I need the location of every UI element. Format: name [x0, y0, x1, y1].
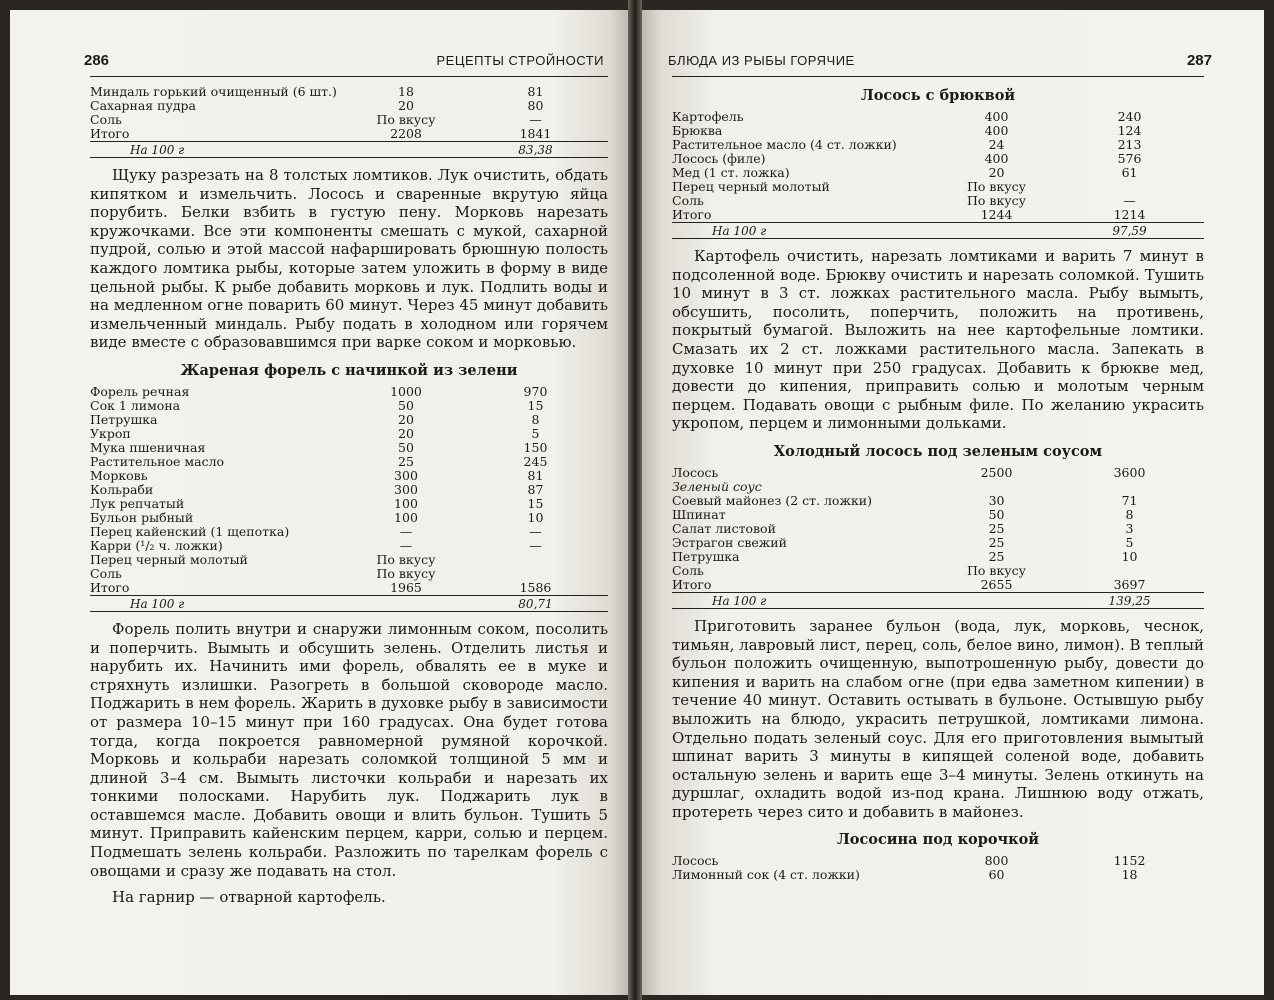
ingredient-row	[672, 466, 1204, 480]
ingredient-kcal: 61	[1121, 165, 1138, 180]
ingredient-kcal: 245	[523, 453, 548, 469]
ingredient-name: Салат листовой	[672, 520, 776, 536]
ingredients-body	[672, 854, 1204, 882]
ingredient-grams: 60	[988, 867, 1005, 883]
recipe-title: Лососина под корочкой	[836, 831, 1040, 849]
ingredient-name: Кольраби	[90, 481, 154, 497]
ingredient-kcal: 3600	[1113, 464, 1146, 480]
ingredient-kcal: 150	[523, 439, 548, 455]
ingredient-kcal: 15	[527, 495, 544, 511]
ingredient-row	[672, 522, 1204, 536]
ingredient-grams: 300	[394, 467, 418, 483]
ingredient-row	[672, 194, 1204, 208]
running-head-left	[84, 52, 608, 77]
per-100g-value: 80,71	[463, 595, 608, 611]
ingredient-row	[672, 508, 1204, 522]
ingredient-name: Соль	[672, 562, 704, 578]
ingredient-name: Итого	[672, 208, 938, 223]
ingredient-grams: 20	[398, 425, 414, 441]
ingredient-kcal: 18	[1121, 867, 1138, 883]
ingredient-grams: 25	[988, 548, 1005, 564]
ingredient-grams: По вкусу	[967, 179, 1026, 194]
ingredient-row	[672, 124, 1204, 138]
ingredient-grams: 50	[398, 439, 414, 455]
ingredient-name: Соевый майонез (2 ст. ложки)	[672, 492, 872, 508]
ingredient-name: Укроп	[90, 425, 131, 441]
ingredient-name: Растительное масло	[90, 453, 225, 469]
ingredient-grams: 1965	[349, 581, 463, 596]
ingredient-name: Растительное масло (4 ст. ложки)	[672, 137, 897, 152]
ingredient-row	[672, 166, 1204, 180]
per-100g-row	[90, 595, 608, 611]
ingredient-kcal: 1214	[1055, 208, 1204, 223]
garnish-note: На гарнир — отварной картофель.	[112, 888, 386, 907]
recipe-instructions: Приготовить заранее бульон (вода, лук, морковь, чеснок, тимьян, лавровый лист, перец, соль, белое вино, лимон). В теплый бульон положить очищенную, выпотрошенную рыбу, довести до кипения и варить на слабом огне (при едва заметном кипении) в течение 40 минут. Оставить остывать в бульоне. Остывшую рыбу выложить на блюдо, украсить петрушкой, ломтиками лимона. Отдельно подать зеленый соус. Для его приготовления вымытый шпинат варить 3 минуты в кипящей соленой воде, добавить остальную зелень и варить еще 3–4 минуты. Зелень откинуть на дуршлаг, охладить водой из-под крана. Лишнюю воду отжать, протереть через сито и добавить в майонез.	[672, 616, 1204, 821]
ingredient-kcal: 970	[523, 383, 548, 399]
ingredient-row	[90, 399, 608, 413]
ingredient-grams: 25	[398, 453, 414, 469]
page-number: 287	[1186, 52, 1212, 69]
ingredient-name: Мука пшеничная	[90, 439, 206, 455]
ingredient-grams: 2655	[938, 578, 1055, 593]
ingredient-name: Петрушка	[672, 548, 740, 564]
total-row	[90, 127, 608, 142]
ingredient-row	[90, 539, 608, 553]
ingredient-kcal: —	[1123, 193, 1136, 208]
ingredient-name: Картофель	[672, 109, 744, 124]
ingredient-row	[672, 138, 1204, 152]
ingredient-row	[672, 494, 1204, 508]
ingredients-body	[90, 385, 608, 596]
ingredient-kcal: —	[529, 523, 542, 539]
total-row	[90, 581, 608, 596]
ingredients-body	[672, 110, 1204, 223]
ingredient-kcal: 87	[527, 481, 544, 497]
ingredient-kcal: 1586	[463, 581, 608, 596]
ingredient-kcal: 10	[1121, 548, 1138, 564]
ingredient-row	[90, 455, 608, 469]
ingredient-grams: 400	[984, 109, 1009, 124]
ingredient-name: Карри (¹/₂ ч. ложки)	[90, 537, 223, 553]
ingredient-name: Лук репчатый	[90, 495, 185, 511]
per-100g-value: 139,25	[1055, 592, 1204, 608]
ingredient-kcal: 80	[527, 98, 544, 113]
ingredient-name: Перец кайенский (1 щепотка)	[90, 523, 290, 539]
ingredient-grams: 400	[984, 123, 1009, 138]
recipe-title: Лосось с брюквой	[860, 87, 1016, 104]
ingredient-grams: —	[399, 537, 413, 553]
recipe-instructions: Щуку разрезать на 8 толстых ломтиков. Лук очистить, обдать кипятком и измельчить. Лосось и сваренные вкрутую яйца порубить. Белки взбить в густую пену. Морковь нарезать кружочками. Все эти компоненты смешать с мукой, сахарной пудрой, солью и этой массой нафаршировать брюшную полость каждого ломтика рыбы, которые затем уложить в форму в виде цельной рыбы. К рыбе добавить морковь и лук. Подлить воды и на медленном огне поварить 60 минут. Через 45 минут добавить измельченный миндаль. Рыбу подать в холодном или горячем виде вместе с образовавшимся при варке соком и морковью.	[90, 166, 608, 352]
ingredient-name: Мед (1 ст. ложка)	[672, 165, 790, 180]
ingredients-table	[90, 85, 608, 158]
ingredient-row	[90, 85, 608, 99]
ingredient-row	[90, 99, 608, 113]
per-100g-row	[672, 223, 1204, 239]
recipe-title: Холодный лосось под зеленым соусом	[773, 442, 1103, 460]
ingredient-name: Лосось (филе)	[672, 151, 766, 166]
recipe-title: Жареная форель с начинкой из зелени	[180, 361, 518, 379]
total-row	[672, 578, 1204, 593]
ingredient-row	[672, 180, 1204, 194]
ingredient-name: Соль	[90, 112, 122, 127]
ingredient-grams: 50	[988, 506, 1005, 522]
ingredient-row	[672, 564, 1204, 578]
ingredient-name: Петрушка	[90, 411, 158, 427]
ingredient-grams	[938, 480, 1055, 494]
left-page	[10, 10, 628, 995]
ingredient-grams: 24	[988, 137, 1005, 152]
per-100g-label: На 100 г	[90, 595, 349, 611]
per-100g-value: 97,59	[1055, 223, 1204, 239]
total-row	[672, 208, 1204, 223]
ingredient-kcal: —	[529, 112, 542, 127]
ingredient-kcal	[463, 567, 608, 581]
ingredient-grams: По вкусу	[376, 565, 436, 581]
ingredient-row	[672, 110, 1204, 124]
ingredient-name: Сахарная пудра	[90, 98, 196, 113]
ingredient-name: Миндаль горький очищенный (6 шт.)	[90, 84, 337, 99]
ingredients-table	[672, 110, 1204, 239]
per-100g-row	[90, 142, 608, 158]
ingredient-row	[90, 469, 608, 483]
ingredient-grams: 400	[984, 151, 1009, 166]
running-head-title: БЛЮДА ИЗ РЫБЫ ГОРЯЧИЕ	[668, 53, 855, 68]
ingredient-row	[90, 427, 608, 441]
ingredient-grams: 1244	[938, 208, 1055, 223]
ingredients-body	[672, 466, 1204, 593]
ingredient-kcal: 124	[1117, 123, 1142, 138]
ingredients-table	[90, 385, 608, 612]
ingredient-name: Соль	[90, 565, 122, 581]
ingredient-grams: 50	[398, 397, 414, 413]
ingredient-row	[90, 525, 608, 539]
ingredient-grams: 300	[394, 481, 418, 497]
ingredient-row	[672, 536, 1204, 550]
ingredient-grams: 25	[988, 534, 1005, 550]
ingredients-table	[672, 854, 1204, 882]
ingredient-kcal: 8	[531, 411, 540, 427]
ingredient-grams: —	[399, 523, 413, 539]
ingredient-grams: 20	[398, 411, 414, 427]
right-page	[642, 10, 1264, 995]
ingredient-kcal: 213	[1117, 137, 1142, 152]
ingredient-name: Лосось	[672, 853, 719, 869]
ingredient-grams: По вкусу	[376, 551, 436, 567]
ingredient-name: Итого	[90, 127, 349, 142]
ingredient-kcal	[1055, 564, 1204, 578]
ingredient-name: Бульон рыбный	[90, 509, 194, 525]
ingredient-grams: 20	[398, 98, 414, 113]
ingredient-row	[672, 854, 1204, 868]
ingredient-name: Эстрагон свежий	[672, 534, 787, 550]
ingredient-name: Итого	[90, 581, 349, 596]
ingredient-name: Зеленый соус	[672, 478, 762, 494]
ingredient-row	[90, 413, 608, 427]
per-100g-label: На 100 г	[90, 142, 349, 158]
ingredient-name: Соль	[672, 193, 704, 208]
ingredient-row	[90, 511, 608, 525]
ingredient-grams: 800	[984, 853, 1009, 869]
ingredient-kcal	[463, 553, 608, 567]
ingredient-kcal: 8	[1125, 506, 1134, 522]
ingredient-grams: 18	[398, 84, 414, 99]
ingredient-row	[90, 441, 608, 455]
ingredient-grams: 100	[394, 495, 418, 511]
ingredient-kcal: 240	[1117, 109, 1142, 124]
per-100g-label: На 100 г	[672, 592, 938, 608]
ingredient-row	[672, 152, 1204, 166]
ingredient-name: Морковь	[90, 467, 148, 483]
running-head-right	[668, 52, 1212, 77]
ingredient-grams: По вкусу	[967, 193, 1026, 208]
ingredient-name: Перец черный молотый	[90, 551, 248, 567]
ingredient-name: Итого	[672, 578, 938, 593]
running-head-title: РЕЦЕПТЫ СТРОЙНОСТИ	[436, 53, 604, 68]
page-number: 286	[84, 52, 110, 69]
ingredients-table	[672, 466, 1204, 609]
ingredient-kcal: 71	[1121, 492, 1138, 508]
ingredient-row	[672, 868, 1204, 882]
ingredient-name: Сок 1 лимона	[90, 397, 181, 413]
per-100g-row	[672, 592, 1204, 608]
ingredient-kcal: 5	[531, 425, 540, 441]
ingredient-kcal: 81	[527, 84, 544, 99]
ingredient-row	[90, 497, 608, 511]
per-100g-value: 83,38	[463, 142, 608, 158]
ingredient-grams: 100	[394, 509, 418, 525]
ingredient-kcal: 3	[1125, 520, 1134, 536]
book-gutter	[628, 0, 642, 1000]
ingredient-name: Брюква	[672, 123, 723, 138]
ingredient-kcal: 1152	[1113, 853, 1146, 869]
ingredient-name: Форель речная	[90, 383, 190, 399]
ingredient-kcal: —	[529, 537, 542, 553]
ingredient-row	[90, 553, 608, 567]
ingredient-row	[90, 385, 608, 399]
ingredients-body	[90, 85, 608, 142]
ingredient-grams: 1000	[390, 383, 422, 399]
per-100g-label: На 100 г	[672, 223, 938, 239]
ingredient-kcal: 10	[527, 509, 544, 525]
ingredient-row	[90, 483, 608, 497]
recipe-instructions: Картофель очистить, нарезать ломтиками и варить 7 минут в подсоленной воде. Брюкву очистить и нарезать соломкой. Тушить 10 минут в 3 ст. ложках растительного масла. Рыбу вымыть, обсушить, посолить, поперчить, положить на противень, покрытый бумагой. Выложить на нее картофельные ломтики. Смазать их 2 ст. ложками растительного масла. Запекать в духовке 10 минут при 250 градусах. Добавить к брюкве мед, довести до кипения, приправить солью и молотым черным перцем. Подавать овощи с рыбным филе. По желанию украсить укропом, перцем и лимонными дольками.	[672, 247, 1204, 433]
ingredient-row	[90, 113, 608, 127]
ingredient-grams: По вкусу	[967, 562, 1026, 578]
ingredient-row	[672, 550, 1204, 564]
ingredient-grams: 20	[988, 165, 1005, 180]
ingredient-grams: По вкусу	[376, 112, 436, 127]
ingredient-kcal: 81	[527, 467, 544, 483]
ingredient-name: Лосось	[672, 464, 719, 480]
ingredient-name: Лимонный сок (4 ст. ложки)	[672, 867, 860, 883]
ingredient-kcal: 1841	[463, 127, 608, 142]
ingredient-kcal	[1055, 480, 1204, 494]
ingredient-row	[90, 567, 608, 581]
ingredient-kcal: 576	[1117, 151, 1142, 166]
recipe-instructions: Форель полить внутри и снаружи лимонным соком, посолить и поперчить. Вымыть и обсушить зелень. Отделить листья и нарубить их. Начинить ими форель, обвалять ее в муке и стряхнуть излишки. Разогреть в большой сковороде масло. Поджарить в нем форель. Жарить в духовке рыбу в зависимости от размера 10–15 минут при 160 градусах. Она будет готова тогда, когда покроется равномерной румяной корочкой. Морковь и кольраби нарезать соломкой толщиной 5 мм и длиной 3–4 см. Вымыть листочки кольраби и нарезать их тонкими полосками. Нарубить лук. Поджарить лук в оставшемся масле. Добавить овощи и влить бульон. Тушить 5 минут. Приправить кайенским перцем, карри, солью и перцем. Подмешать зелень кольраби. Разложить по тарелкам форель с овощами и сразу же подавать на стол.	[90, 619, 608, 880]
ingredient-name: Перец черный молотый	[672, 179, 830, 194]
ingredient-row	[672, 480, 1204, 494]
ingredient-grams: 2500	[980, 464, 1013, 480]
ingredient-kcal: 15	[527, 397, 544, 413]
ingredient-kcal: 3697	[1055, 578, 1204, 593]
ingredient-kcal	[1055, 180, 1204, 194]
ingredient-grams: 2208	[349, 127, 463, 142]
ingredient-kcal: 5	[1125, 534, 1134, 550]
ingredient-grams: 25	[988, 520, 1005, 536]
ingredient-grams: 30	[988, 492, 1005, 508]
ingredient-name: Шпинат	[672, 506, 726, 522]
